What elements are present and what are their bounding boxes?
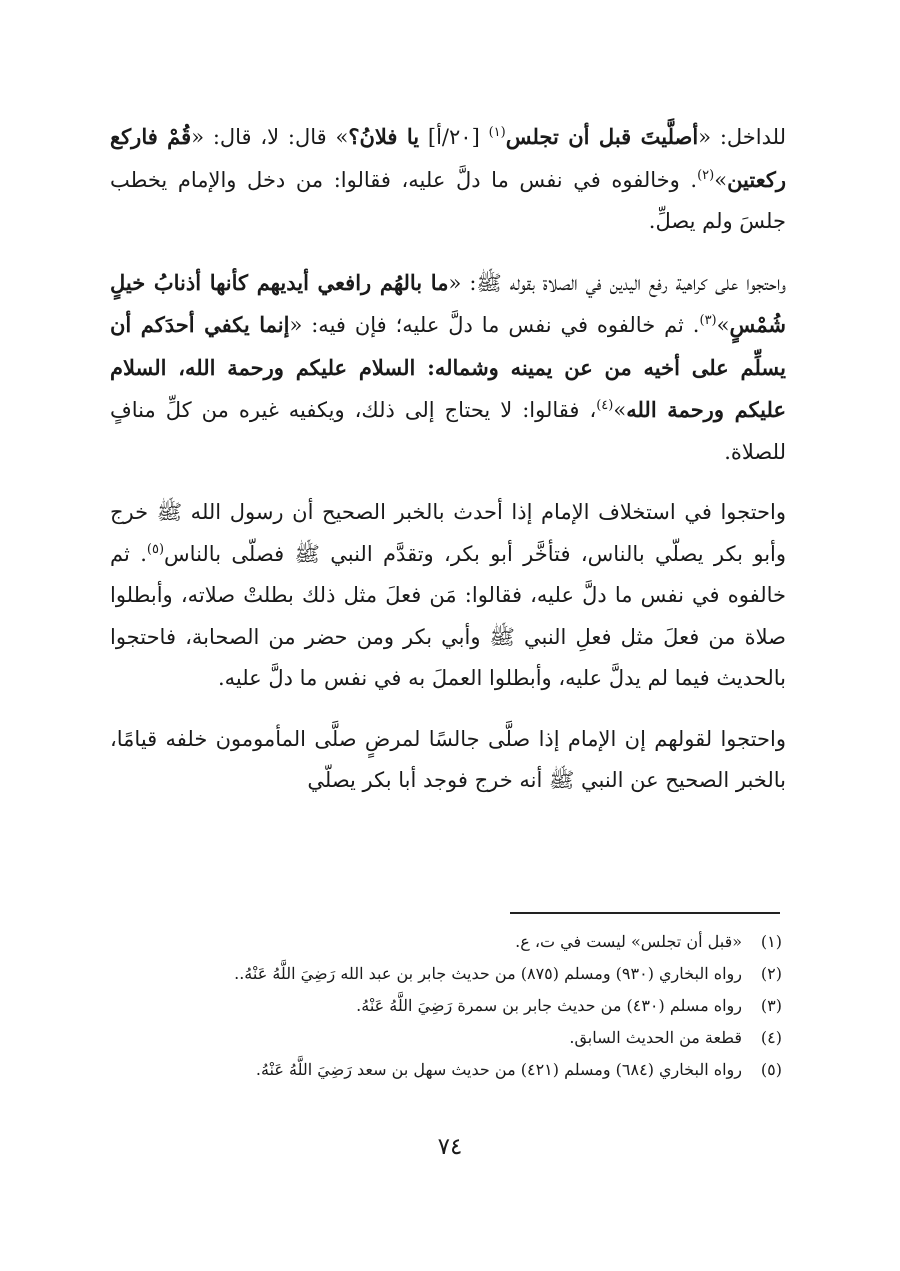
footnote-text: رواه البخاري (٩٣٠) ومسلم (٨٧٥) من حديث جابر بن عبد الله رَضِيَ اللَّهُ عَنْهُ.. <box>234 964 742 983</box>
paragraph-text: للداخل: « <box>698 125 787 149</box>
paragraph-text: ، فقالوا: لا يحتاج إلى ذلك، ويكفيه غيره من كلِّ منافٍ للصلاة. <box>110 398 786 464</box>
footnote-number: (٥) <box>760 1060 782 1079</box>
footnote-text: رواه مسلم (٤٣٠) من حديث جابر بن سمرة رَضِيَ اللَّهُ عَنْهُ. <box>356 996 742 1015</box>
paragraph-text: » <box>714 167 728 192</box>
paragraph-text: [٢٠/أ] <box>419 125 489 149</box>
paragraph <box>110 719 786 802</box>
quoted-hadith-text: إنما يكفي أحدَكم أن يسلِّم على أخيه من عن يمينه وشماله: السلام عليكم ورحمة الله، السلام عليكم ورحمة الله <box>110 312 786 422</box>
paragraph-text: » قال: لا، قال: « <box>191 125 349 149</box>
paragraph-text: » <box>613 398 627 422</box>
footnote-text: قطعة من الحديث السابق. <box>569 1028 742 1047</box>
footnote-reference: (٣) <box>699 313 717 328</box>
body-text <box>110 116 786 821</box>
footnote-reference: (٤) <box>596 398 614 413</box>
footnote-reference: (٥) <box>146 541 165 557</box>
footnote-text: «قبل أن تجلس» ليست في ت، ع. <box>515 932 742 951</box>
footnote <box>122 1022 782 1054</box>
paragraph <box>110 262 786 474</box>
quoted-hadith-text: قُمْ فاركع ركعتين <box>110 124 786 192</box>
paragraph-text: واحتجوا على كراهية رفع اليدين في الصلاة بقوله ﷺ: « <box>448 270 786 295</box>
footnote-number: (٣) <box>760 996 782 1015</box>
quoted-hadith-text: أصلَّيتَ قبل أن تجلس <box>505 124 699 149</box>
footnote-number: (٤) <box>760 1028 782 1047</box>
quoted-hadith-text: ما بالهُم رافعي أيديهم كأنها أذنابُ خيلٍ شُمْسٍ <box>110 269 786 337</box>
footnote <box>122 926 782 958</box>
footnote-number: (٢) <box>760 964 782 983</box>
paragraph-text: . ثم خالفوه في نفس ما دلَّ عليه؛ فإن فيه: « <box>289 313 700 337</box>
footnote-number: (١) <box>760 932 782 951</box>
paragraph-text: واحتجوا في استخلاف الإمام إذا أحدث بالخبر الصحيح أن رسول الله ﷺ خرج وأبو بكر يصلّي بالناس، فتأخَّر أبو بكر، وتقدَّم النبي ﷺ فصلّى بالناس <box>110 500 787 566</box>
paragraph <box>110 492 786 700</box>
footnote-reference: (١) <box>488 125 506 140</box>
paragraph-text: » <box>716 313 730 337</box>
footnote-divider <box>510 912 780 914</box>
footnote-text: رواه البخاري (٦٨٤) ومسلم (٤٢١) من حديث سهل بن سعد رَضِيَ اللَّهُ عَنْهُ. <box>255 1060 742 1079</box>
paragraph-text: واحتجوا لقولهم إن الإمام إذا صلَّى جالسًا لمرضٍ صلَّى المأمومون خلفه قيامًا، بالخبر الصحيح عن النبي ﷺ أنه خرج فوجد أبا بكر يصلّي <box>110 726 786 792</box>
footnote <box>122 958 782 990</box>
footnote <box>122 990 782 1022</box>
quoted-hadith-text: يا فلانُ؟ <box>348 124 420 149</box>
footnote <box>122 1054 782 1086</box>
footnote-reference: (٢) <box>697 167 715 183</box>
page-number: ٧٤ <box>437 1134 463 1160</box>
paragraph-text: . وخالفوه في نفس ما دلَّ عليه، فقالوا: من دخل والإمام يخطب جلسَ ولم يصلِّ. <box>110 167 786 233</box>
paragraph-text: . ثم خالفوه في نفس ما دلَّ عليه، فقالوا: مَن فعلَ مثل ذلك بطلتْ صلاته، وأبطلوا صلاة من فعلَ مثل فعلِ النبي ﷺ وأبي بكر ومن حضر من الصحابة، فاحتجوا بالحديث فيما لم يدلَّ عليه، وأبطلوا العملَ به في نفس ما دلَّ عليه. <box>110 541 786 690</box>
paragraph <box>110 116 786 243</box>
footnotes <box>122 926 782 1086</box>
